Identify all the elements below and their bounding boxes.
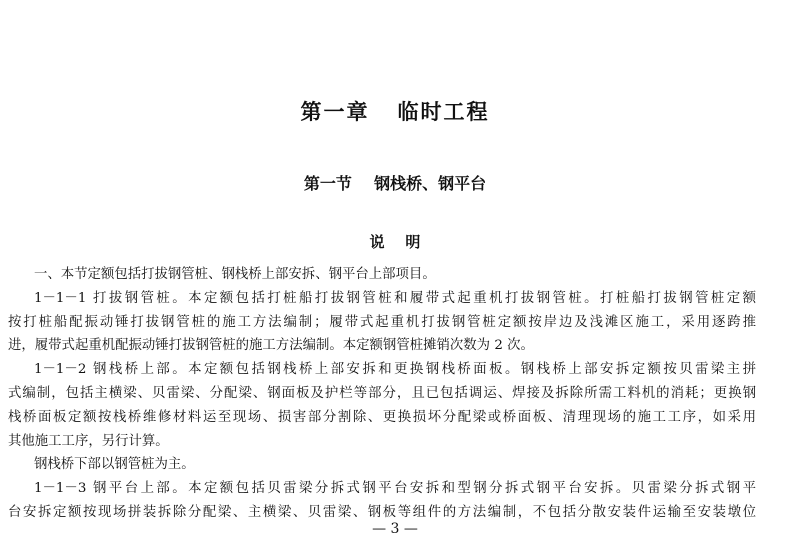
chapter-title: 第一章 临时工程 xyxy=(300,100,490,124)
paragraph-line: 1－1－1 打拔钢管桩。本定额包括打桩船打拔钢管桩和履带式起重机打拔钢管桩。打桩船打拔钢管桩定额 xyxy=(34,290,756,306)
paragraph-line: 台安拆定额按现场拼装拆除分配梁、主横梁、贝雷梁、钢板等组件的方法编制，不包括分散安装件运输至安装墩位 xyxy=(8,504,756,520)
paragraph-line: 栈桥面板定额按栈桥维修材料运至现场、损害部分割除、更换损坏分配梁或桥面板、清理现场的施工工序，如采用 xyxy=(8,409,756,425)
paragraph-line: 式编制，包括主横梁、贝雷梁、分配梁、钢面板及护栏等部分，且已包括调运、焊接及拆除所需工料机的消耗；更换钢 xyxy=(8,385,756,401)
paragraph-line: 一、本节定额包括打拔钢管桩、钢栈桥上部安拆、钢平台上部项目。 xyxy=(34,267,436,282)
paragraph-line: 进，履带式起重机配振动锤打拔钢管桩的施工方法编制。本定额钢管桩摊销次数为 2 次。 xyxy=(8,338,534,354)
paragraph-line: 按打桩船配振动锤打拔钢管桩的施工方法编制；履带式起重机打拔钢管桩定额按岸边及浅滩区施工，采用逐跨推 xyxy=(8,314,756,330)
body-text xyxy=(8,263,756,525)
page-number: — 3 — xyxy=(372,521,418,537)
section-title: 第一节 钢栈桥、钢平台 xyxy=(303,174,487,193)
paragraph-line: 1－1－3 钢平台上部。本定额包括贝雷梁分拆式钢平台安拆和型钢分拆式钢平台安拆。贝雷梁分拆式钢平 xyxy=(34,481,756,497)
paragraph-line: 其他施工工序，另行计算。 xyxy=(8,433,169,449)
explanation-heading: 说 明 xyxy=(369,233,421,251)
paragraph-line: 钢栈桥下部以钢管桩为主。 xyxy=(34,457,195,473)
paragraph-line: 1－1－2 钢栈桥上部。本定额包括钢栈桥上部安拆和更换钢栈桥面板。钢栈桥上部安拆定额按贝雷梁主拼 xyxy=(34,362,756,378)
